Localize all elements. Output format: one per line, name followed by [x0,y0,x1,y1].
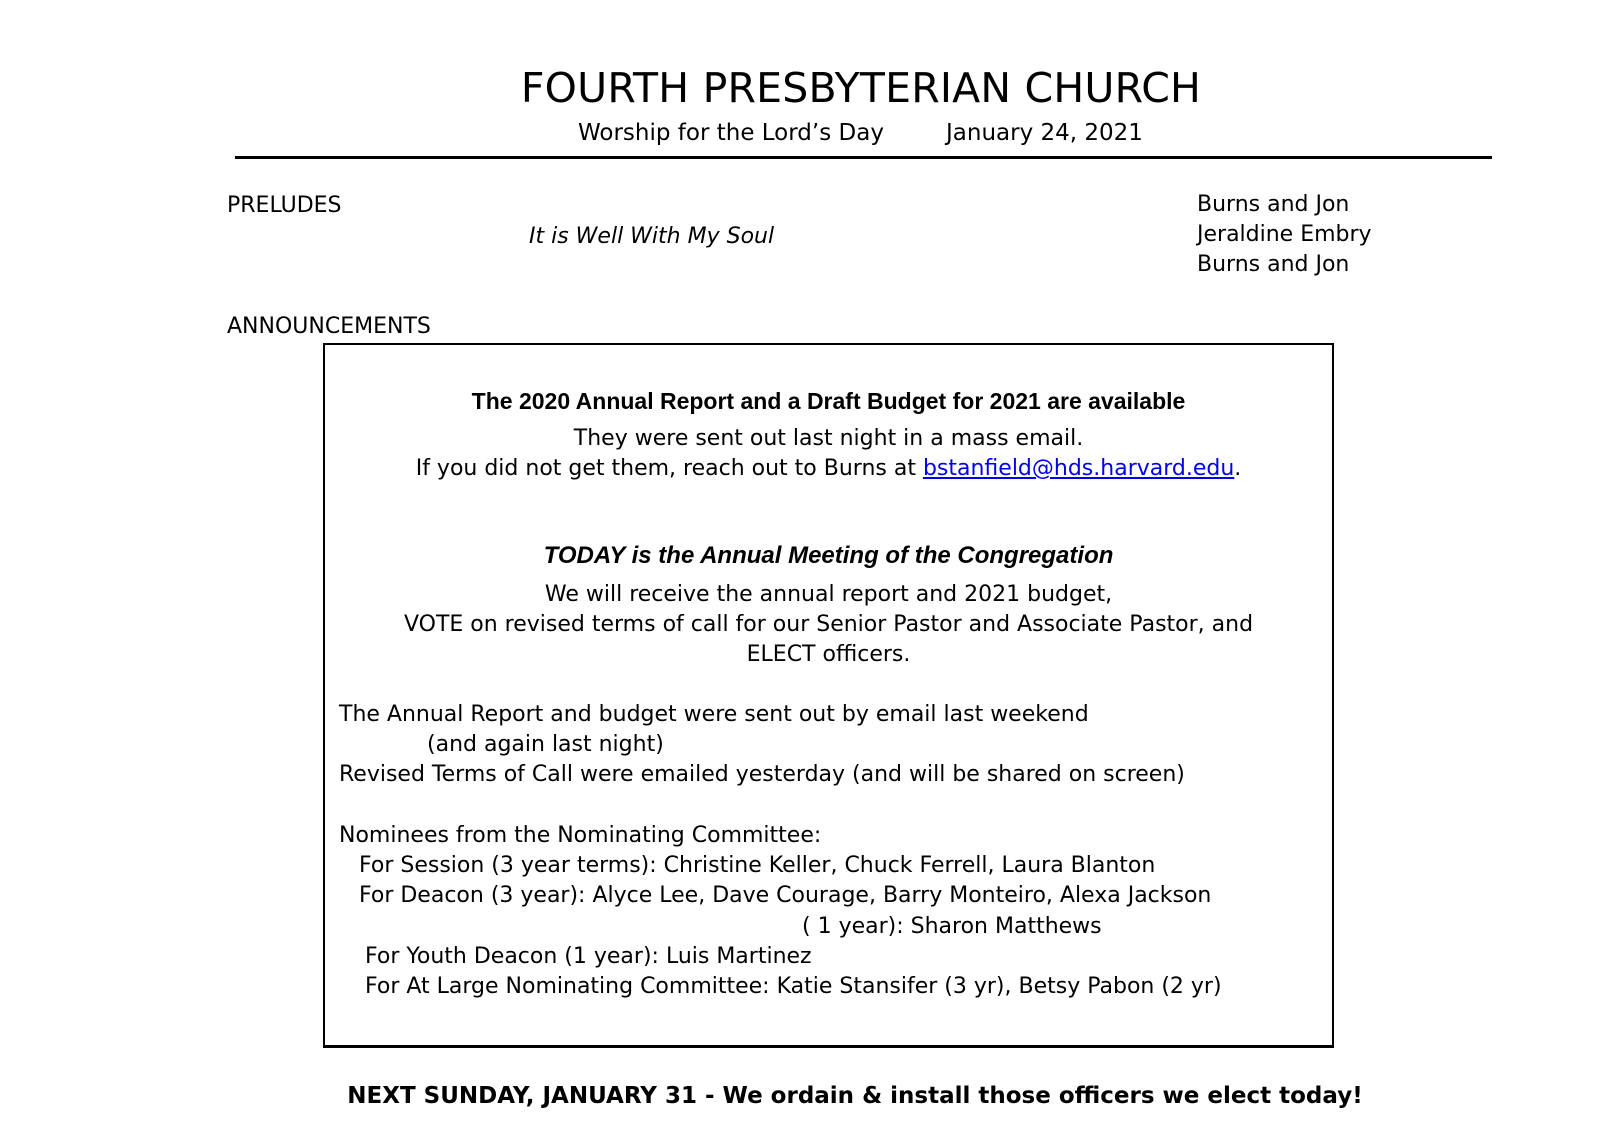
meeting-heading: TODAY is the Annual Meeting of the Congregation [543,542,1114,569]
report-contact-line [323,454,1334,484]
preludes-label: PRELUDES [227,193,342,218]
report-contact-suffix: . [1234,456,1242,481]
nominee-line: For Session (3 year terms): Christine Keller, Chuck Ferrell, Laura Blanton [359,853,1156,878]
nominees-heading: Nominees from the Nominating Committee: [339,823,822,848]
prelude-piece: It is Well With My Soul [529,224,775,249]
service-date: January 24, 2021 [946,120,1143,146]
meeting-line: We will receive the annual report and 2021 budget, [544,582,1113,607]
nominee-line: ( 1 year): Sharon Matthews [802,914,1102,939]
info-line: Revised Terms of Call were emailed yesterday (and will be shared on screen) [339,762,1185,787]
meeting-line: VOTE on revised terms of call for our Senior Pastor and Associate Pastor, and [403,612,1254,637]
nominee-line: For Youth Deacon (1 year): Luis Martinez [365,944,812,969]
prelude-performer: Jeraldine Embry [1197,222,1372,247]
header-divider [235,156,1492,159]
announcements-label: ANNOUNCEMENTS [227,314,431,339]
church-name: FOURTH PRESBYTERIAN CHURCH [520,64,1202,112]
service-name: Worship for the Lord’s Day [578,120,884,146]
email-link[interactable]: bstanfield@hds.harvard.edu [922,456,1235,481]
next-sunday-note: NEXT SUNDAY, JANUARY 31 - We ordain & install those officers we elect today! [347,1083,1363,1109]
report-line: They were sent out last night in a mass email. [573,426,1084,451]
info-line: (and again last night) [427,732,664,757]
report-heading: The 2020 Annual Report and a Draft Budget for 2021 are available [471,388,1186,414]
report-contact-text: If you did not get them, reach out to Burns at [415,456,923,481]
nominee-line: For Deacon (3 year): Alyce Lee, Dave Courage, Barry Monteiro, Alexa Jackson [359,883,1212,908]
nominee-line: For At Large Nominating Committee: Katie Stansifer (3 yr), Betsy Pabon (2 yr) [365,974,1222,999]
prelude-performer: Burns and Jon [1197,192,1350,217]
meeting-line: ELECT officers. [746,642,911,667]
info-line: The Annual Report and budget were sent out by email last weekend [339,702,1089,727]
prelude-performer: Burns and Jon [1197,252,1350,277]
